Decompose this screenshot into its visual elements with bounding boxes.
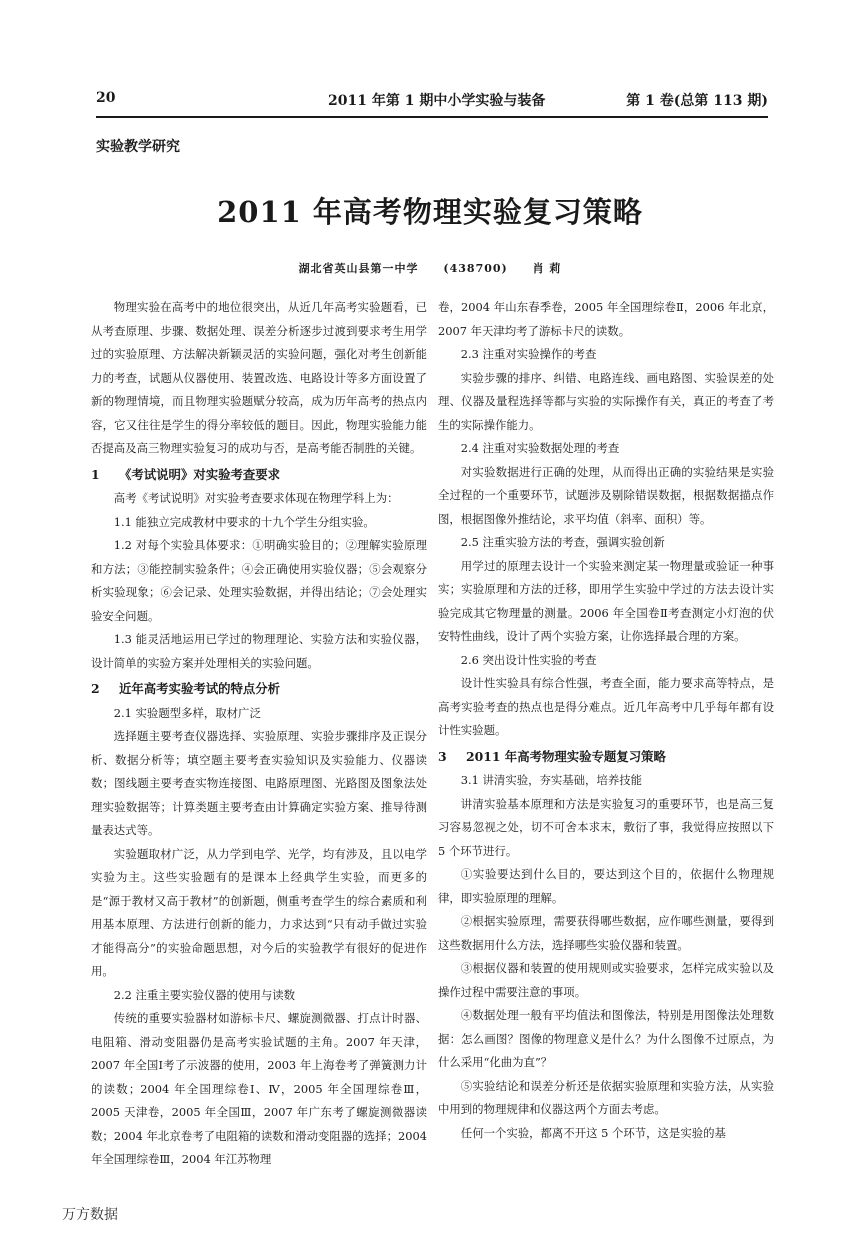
paragraph: ③根据仪器和装置的使用规则或实验要求，怎样完成实验以及操作过程中需要注意的事项。 — [438, 961, 774, 999]
subsection-heading: 2.1 实验题型多样，取材广泛 — [113, 705, 261, 720]
paragraph: 用学过的原理去设计一个实验来测定某一物理量或验证一种事实；实验原理和方法的迁移，即用学生实验中学过的方法去设计实验完成其它物理量的测量。2006 年全国卷Ⅱ考查测定小灯泡的伏安特性曲线，设计了两个实验方案，让你选择最合理的方案。 — [438, 558, 774, 643]
paragraph: 任何一个实验，都离不开这 5 个环节，这是实验的基 — [460, 1125, 726, 1140]
paragraph: 实验题取材广泛，从力学到电学、光学，均有涉及，且以电学实验为主。这些实验题有的是课本上经典学生实验，而更多的是“源于教材又高于教材”的创新题，侧重考查学生的综合素质和利用基本原理、方法进行创新的能力，力求达到“只有动手做过实验才能得高分”的实验命题思想，对今后的实验教学有很好的促进作用。 — [91, 846, 427, 978]
subsection-heading: 3.1 讲清实验，夯实基础，培养技能 — [460, 773, 643, 787]
section-heading — [91, 463, 427, 487]
page-number: 20 — [96, 90, 116, 106]
paragraph: 对实验数据进行正确的处理，从而得出正确的实验结果是实验全过程的一个重要环节，试题涉及剔除错误数据，根据数据描点作图，根据图像外推结论，求平均值（斜率、面积）等。 — [438, 464, 774, 526]
subsection-heading: 2.3 注重对实验操作的考查 — [460, 347, 597, 361]
subsection-heading: 2.6 突出设计性实验的考查 — [460, 652, 597, 667]
section-heading-text: 《考试说明》对实验考查要求 — [119, 466, 281, 482]
left-column — [91, 296, 427, 1172]
paragraph: 讲清实验基本原理和方法是实验复习的重要环节，也是高三复习容易忽视之处，切不可舍本求末，敷衍了事，我觉得应按照以下 5 个环节进行。 — [438, 796, 774, 858]
byline — [0, 260, 860, 276]
section-heading-text: 近年高考实验考试的特点分析 — [119, 681, 281, 696]
paragraph: 设计性实验具有综合性强，考查全面，能力要求高等特点，是高考实验考查的热点也是得分难点。近几年高考中几乎每年都有设计性实验题。 — [438, 676, 774, 737]
paragraph: 选择题主要考查仪器选择、实验原理、实验步骤排序及正误分析、数据分析等；填空题主要考查实验知识及实验能力、仪器读数；图线题主要考查实物连接图、电路原理图、光路图及图象法处理实验数据等；计算类题主要考查由计算确定实验方案、推导待测量表达式等。 — [91, 729, 427, 837]
paragraph: 卷，2004 年山东春季卷，2005 年全国理综卷Ⅱ，2006 年北京，2007 年天津均考了游标卡尺的读数。 — [438, 300, 774, 338]
author: 肖 莉 — [532, 262, 562, 275]
paragraph: ④数据处理一般有平均值法和图像法，特别是用图像法处理数据：怎么画图？图像的物理意义是什么？为什么图像不过原点，为什么采用“化曲为直”？ — [438, 1008, 774, 1069]
running-header — [96, 90, 768, 112]
paragraph: 传统的重要实验器材如游标卡尺、螺旋测微器、打点计时器、电阻箱、滑动变阻器仍是高考实验试题的主角。2007 年天津，2007 年全国Ⅰ考了示波器的使用，2003 年上海卷考了弹簧测力计的读数；2004 年全国理综卷Ⅰ、Ⅳ，2005 年全国理综卷Ⅲ，2005 天津卷，2005 年全国Ⅲ，2007 年广东考了螺旋测微器读数；2004 年北京卷考了电阻箱的读数和滑动变阻器的选择；2004 年全国理综卷Ⅲ，2004 年江苏物理 — [91, 1011, 427, 1166]
paragraph: ⑤实验结论和误差分析还是依据实验原理和实验方法，从实验中用到的物理规律和仪器这两个方面去考虑。 — [438, 1078, 774, 1116]
section-heading — [438, 745, 774, 769]
article-title: 2011 年高考物理实验复习策略 — [217, 195, 643, 229]
paragraph: 1.3 能灵活地运用已学过的物理理论、实验方法和实验仪器，设计简单的实验方案并处理相关的实验问题。 — [91, 632, 427, 670]
affiliation: 湖北省英山县第一中学 — [298, 262, 419, 275]
volume-info: 第 1 卷(总第 113 期) — [626, 93, 768, 109]
subsection-heading: 2.5 注重实验方法的考查，强调实验创新 — [460, 535, 665, 549]
paragraph: 高考《考试说明》对实验考查要求体现在物理学科上为： — [113, 491, 399, 505]
paragraph: 物理实验在高考中的地位很突出，从近几年高考实验题看，已从考查原理、步骤、数据处理、误差分析逐步过渡到要求考生用学过的实验原理、方法解决新颖灵活的实验问题，强化对考生创新能力的考查，试题从仪器使用、装置改选、电路设计等多方面设置了新的物理情境，而且物理实验题赋分较高，成为历年高考的热点内容，它又往往是学生的得分率较低的题目。因此，物理实验能力能否提高及高三物理实验复习的成功与否，是高考能否制胜的关键。 — [91, 300, 427, 455]
journal-title: 2011 年第 1 期中小学实验与装备 — [328, 93, 546, 109]
right-column — [438, 296, 774, 1145]
paragraph: ①实验要达到什么目的，要达到这个目的，依据什么物理规律，即实验原理的理解。 — [438, 867, 774, 905]
section-heading — [91, 677, 427, 701]
section-number: 1 — [91, 466, 100, 482]
watermark-text: 万方数据 — [62, 1207, 118, 1223]
paragraph: 实验步骤的排序、纠错、电路连线、画电路图、实验误差的处理、仪器及量程选择等都与实验的实际操作有关，真正的考查了考生的实际操作能力。 — [438, 370, 774, 432]
paragraph: ②根据实验原理，需要获得哪些数据，应作哪些测量，要得到这些数据用什么方法，选择哪些实验仪器和装置。 — [438, 914, 774, 952]
section-tag: 实验教学研究 — [96, 139, 180, 155]
postcode: (438700) — [443, 262, 508, 275]
section-number: 3 — [438, 748, 447, 764]
header-rule — [96, 116, 768, 118]
section-heading-text: 2011 年高考物理实验专题复习策略 — [466, 748, 666, 764]
paragraph: 1.2 对每个实验具体要求：①明确实验目的；②理解实验原理和方法；③能控制实验条件；④会正确使用实验仪器；⑤会观察分析实验现象；⑥会记录、处理实验数据，并得出结论；⑦会处理实验安全问题。 — [91, 538, 427, 623]
subsection-heading: 2.4 注重对实验数据处理的考查 — [460, 441, 620, 455]
section-number: 2 — [91, 681, 100, 696]
paragraph: 1.1 能独立完成教材中要求的十九个学生分组实验。 — [113, 514, 375, 529]
subsection-heading: 2.2 注重主要实验仪器的使用与读数 — [113, 987, 296, 1002]
